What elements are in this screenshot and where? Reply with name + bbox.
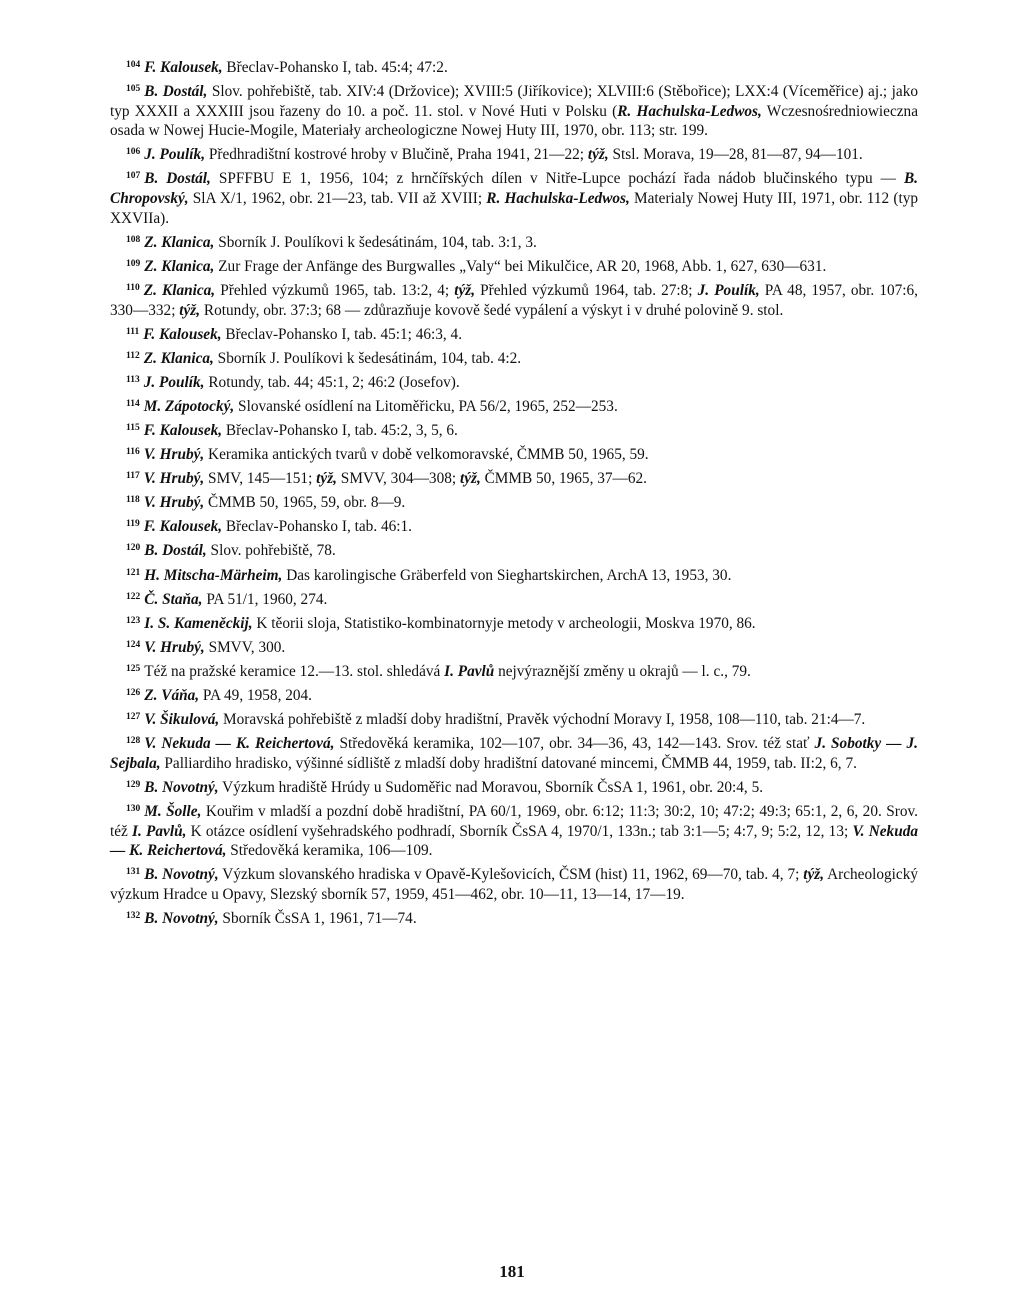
footnote-text: SPFFBU E 1, 1956, 104; z hrnčířských dílen v Nitře-Lupce pochází řada nádob blučinského typu — — [210, 170, 904, 188]
footnote — [110, 323, 918, 345]
footnote-number: 127 — [126, 712, 141, 723]
footnote-number: 107 — [126, 171, 141, 182]
author-citation: F. Kalousek, — [143, 518, 223, 536]
footnote-number: 131 — [126, 867, 141, 878]
author-citation: I. S. Kameněckij, — [144, 614, 253, 632]
footnote-text: Břeclav-Pohansko I, tab. 45:4; 47:2. — [222, 59, 448, 76]
footnote-text: Sborník J. Poulíkovi k šedesátinám, 104, tab. 3:1, 3. — [214, 233, 537, 251]
footnote-text: PA 51/1, 1960, 274. — [202, 590, 328, 608]
footnote — [110, 539, 918, 561]
author-citation: B. Chropovský, — [110, 170, 918, 208]
author-citation: týž, — [316, 470, 337, 488]
author-citation: F. Kalousek, — [143, 422, 223, 439]
author-citation: Z. Klanica, — [144, 233, 215, 251]
footnote — [110, 588, 918, 610]
footnote-number: 128 — [126, 736, 141, 747]
author-citation: týž, — [459, 470, 481, 488]
footnote — [110, 684, 918, 706]
footnote-number: 124 — [126, 639, 141, 650]
footnote-text: nejvýraznější změny u okrajů — l. c., 79. — [494, 662, 751, 680]
footnote-text: Výzkum hradiště Hrúdy u Sudoměřic nad Moravou, Sborník ČsSA 1, 1961, obr. 20:4, 5. — [218, 778, 764, 796]
footnote — [110, 800, 918, 861]
footnote — [110, 907, 918, 929]
footnote-text: Palliardiho hradisko, výšinné sídliště z mladší doby hradištní datované mincemi, ČMMB 44, 1959, tab. II:2, 6, 7. — [160, 754, 857, 772]
footnote-text: Das karolingische Gräberfeld von Sieghartskirchen, ArchA 13, 1953, 30. — [282, 566, 732, 584]
author-citation: Z. Váňa, — [144, 687, 200, 705]
footnote-text: Přehled výzkumů 1965, tab. 13:2, 4; — [215, 281, 455, 299]
author-citation: V. Hrubý, — [144, 638, 205, 656]
footnote-text: Archeologický výzkum Hradce u Opavy, Slezský sborník 57, 1959, 451—462, obr. 10—11, 13—14, 17—19. — [110, 866, 918, 903]
footnote-number: 126 — [126, 688, 141, 699]
footnote-text: SMV, 145—151; — [204, 470, 317, 488]
author-citation: V. Nekuda — K. Reichertová, — [110, 822, 918, 860]
footnote — [110, 467, 918, 489]
footnote-text: Rotundy, obr. 37:3; 68 — zdůrazňuje kovově šedé vypálení a výskyt i v druhé polovině 9. stol. — [200, 301, 784, 319]
author-citation: I. Pavlů, — [132, 822, 187, 840]
footnote-text: K těorii sloja, Statistiko-kombinatornyje metody v archeologii, Moskva 1970, 86. — [252, 614, 756, 632]
footnote-number: 122 — [126, 591, 141, 602]
footnote-number: 110 — [126, 282, 140, 293]
footnote-number: 123 — [126, 615, 141, 626]
footnote — [110, 515, 918, 537]
footnote — [110, 167, 918, 228]
author-citation: M. Zápotocký, — [143, 397, 235, 415]
footnote — [110, 347, 918, 369]
author-citation: B. Dostál, — [144, 83, 208, 101]
footnotes-list — [110, 56, 918, 931]
footnote — [110, 279, 918, 320]
author-citation: J. Sobotky — J. Sejbala, — [110, 735, 918, 772]
author-citation: Z. Klanica, — [144, 257, 215, 275]
author-citation: J. Poulík, — [143, 373, 205, 391]
footnote-number: 104 — [126, 60, 141, 70]
footnote — [110, 776, 918, 798]
footnote — [110, 660, 918, 682]
footnote-text: Keramika antických tvarů v době velkomoravské, ČMMB 50, 1965, 59. — [204, 446, 649, 464]
footnote-text: Též na pražské keramice 12.—13. stol. shledává — [144, 662, 445, 680]
footnote-text: Předhradištní kostrové hroby v Blučině, Praha 1941, 21—22; — [205, 146, 588, 164]
footnote-number: 117 — [126, 471, 140, 482]
footnote-text: Stsl. Morava, 19—28, 81—87, 94—101. — [608, 146, 863, 164]
footnote-number: 132 — [126, 910, 141, 921]
footnote-text: Slov. pohřebiště, 78. — [206, 542, 336, 560]
author-citation: V. Hrubý, — [143, 494, 205, 512]
author-citation: týž, — [454, 281, 476, 299]
footnote-text: Přehled výzkumů 1964, tab. 27:8; — [475, 281, 698, 299]
footnote-text: Břeclav-Pohansko I, tab. 46:1. — [222, 518, 412, 536]
author-citation: R. Hachulska-Ledwos, — [486, 190, 630, 208]
author-citation: V. Nekuda — K. Reichertová, — [144, 735, 335, 753]
footnote-number: 125 — [126, 663, 141, 674]
footnote-text: Rotundy, tab. 44; 45:1, 2; 46:2 (Josefov). — [204, 373, 460, 391]
footnote — [110, 371, 918, 393]
author-citation: B. Novotný, — [144, 866, 219, 884]
author-citation: H. Mitscha-Märheim, — [144, 566, 283, 584]
author-citation: F. Kalousek, — [143, 325, 222, 343]
footnote-text: K otázce osídlení vyšehradského podhradí, Sborník ČsSA 4, 1970/1, 133n.; tab 3:1—5; 4:7, 9; 5:2, 12, 13; — [186, 822, 853, 840]
footnote — [110, 80, 918, 141]
footnote-number: 120 — [126, 543, 141, 554]
footnote-text: ČMMB 50, 1965, 59, obr. 8—9. — [204, 494, 406, 512]
footnote — [110, 255, 918, 277]
author-citation: V. Šikulová, — [144, 711, 220, 729]
footnote-text: Břeclav-Pohansko I, tab. 45:2, 3, 5, 6. — [222, 422, 458, 439]
footnote-number: 121 — [126, 567, 141, 578]
footnote-text: Slov. pohřebiště, tab. XIV:4 (Držovice); XVIII:5 (Jiříkovice); XLVIII:6 (Stěbořice); LXX:4 (Víceměřice) aj.; jako typ XXXII a XXXIII jsou řazeny do 10. a poč. 11. stol. v Nové Huti v Polsku ( — [110, 83, 918, 120]
footnote-text: Středověká keramika, 106—109. — [226, 842, 433, 860]
footnote — [110, 863, 918, 904]
footnote — [110, 708, 918, 730]
footnote — [110, 612, 918, 634]
footnote — [110, 564, 918, 586]
footnote-text: Kouřim v mladší a pozdní době hradištní, PA 60/1, 1969, obr. 6:12; 11:3; 30:2, 10; 47:2; 49:3; 65:1, 2, 6, 20. Srov. též — [110, 803, 918, 840]
footnote-text: Středověká keramika, 102—107, obr. 34—36, 43, 142—143. Srov. též stať — [334, 735, 815, 753]
footnote-number: 105 — [126, 84, 141, 95]
author-citation: týž, — [803, 866, 825, 884]
author-citation: R. Hachulska-Ledwos, — [617, 102, 762, 120]
footnote-text: Výzkum slovanského hradiska v Opavě-Kylešovicích, ČSM (hist) 11, 1962, 69—70, tab. 4, 7; — [218, 866, 804, 884]
footnote-number: 111 — [126, 326, 140, 337]
footnote-text: Wczesnośredniowieczna osada w Nowej Hucie-Mogile, Materiały archeologiczne Nowej Huty III, 1970, obr. 113; str. 199. — [110, 102, 918, 140]
footnote — [110, 491, 918, 513]
footnote-text: SlA X/1, 1962, obr. 21—23, tab. VII až XVIII; — [188, 190, 487, 208]
author-citation: V. Hrubý, — [143, 446, 205, 464]
author-citation: B. Dostál, — [144, 170, 211, 188]
footnote-number: 106 — [126, 147, 141, 158]
author-citation: Z. Klanica, — [143, 281, 216, 299]
footnote — [110, 231, 918, 253]
footnote — [110, 419, 918, 441]
footnote — [110, 56, 918, 78]
author-citation: Z. Klanica, — [143, 349, 214, 367]
footnote-text: SMVV, 300. — [204, 638, 286, 656]
footnote-text: Zur Frage der Anfänge des Burgwalles „Valy“ bei Mikulčice, AR 20, 1968, Abb. 1, 627, 630—631. — [214, 257, 827, 275]
author-citation: J. Poulík, — [697, 281, 760, 299]
author-citation: M. Šolle, — [144, 803, 202, 820]
footnote — [110, 732, 918, 773]
footnote-text: ČMMB 50, 1965, 37—62. — [480, 470, 647, 488]
footnote — [110, 143, 918, 165]
author-citation: týž, — [179, 301, 201, 319]
footnote-text: Moravská pohřebiště z mladší doby hradištní, Pravěk východní Moravy I, 1958, 108—110, tab. 21:4—7. — [219, 711, 866, 729]
footnote-number: 130 — [126, 804, 141, 814]
footnote-text: Slovanské osídlení na Litoměřicku, PA 56/2, 1965, 252—253. — [234, 397, 618, 415]
author-citation: týž, — [587, 146, 609, 164]
footnote-text: Sborník J. Poulíkovi k šedesátinám, 104, tab. 4:2. — [213, 349, 522, 367]
author-citation: B. Dostál, — [144, 542, 207, 560]
author-citation: I. Pavlů — [444, 662, 495, 680]
footnote-number: 119 — [126, 519, 140, 530]
footnote-number: 118 — [126, 495, 140, 506]
author-citation: V. Hrubý, — [143, 470, 205, 488]
page-number: 181 — [499, 1262, 525, 1281]
footnote-number: 109 — [126, 258, 141, 269]
footnote-text: Sborník ČsSA 1, 1961, 71—74. — [218, 909, 417, 927]
footnote-text: Materialy Nowej Huty III, 1971, obr. 112 (typ XXVIIa). — [110, 190, 918, 227]
footnote-number: 113 — [126, 374, 140, 385]
footnote — [110, 636, 918, 658]
footnote-number: 108 — [126, 234, 141, 245]
footnote — [110, 395, 918, 417]
footnote-number: 112 — [126, 350, 140, 361]
footnote-text: SMVV, 304—308; — [336, 470, 460, 488]
author-citation: Č. Staňa, — [144, 590, 203, 608]
footnote-text: Břeclav-Pohansko I, tab. 45:1; 46:3, 4. — [221, 325, 463, 343]
footnote-number: 114 — [126, 398, 140, 409]
author-citation: F. Kalousek, — [144, 59, 223, 76]
author-citation: B. Novotný, — [144, 778, 219, 796]
footnote-text: PA 49, 1958, 204. — [199, 687, 312, 705]
footnote-text: PA 48, 1957, obr. 107:6, 330—332; — [110, 281, 919, 319]
author-citation: J. Poulík, — [144, 146, 206, 164]
footnote — [110, 443, 918, 465]
footnote-number: 115 — [126, 423, 140, 433]
footnote-number: 116 — [126, 447, 140, 458]
author-citation: B. Novotný, — [144, 909, 219, 927]
footnote-number: 129 — [126, 779, 141, 790]
